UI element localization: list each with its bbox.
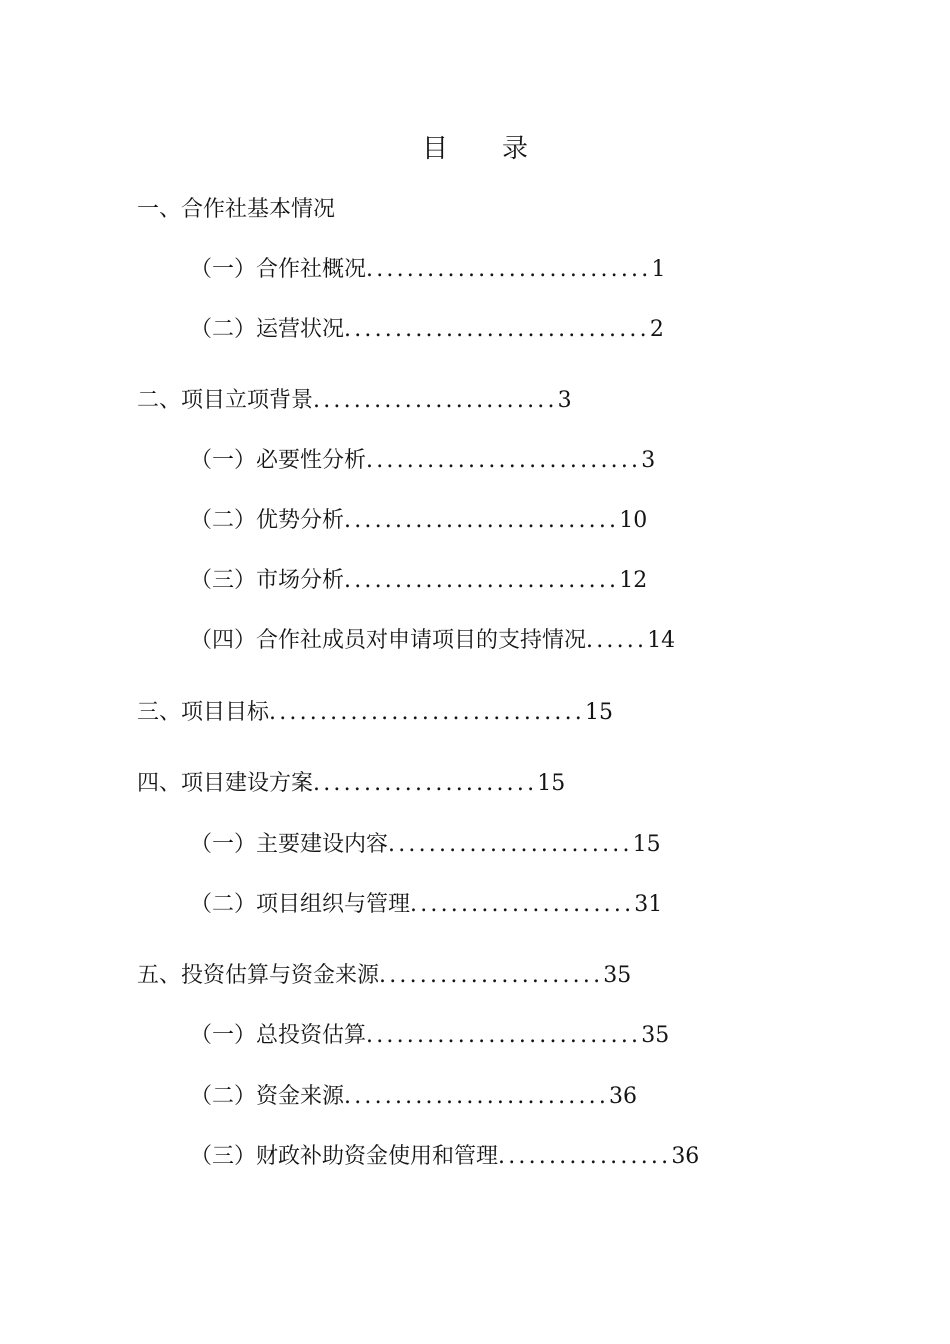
- toc-page-number: 14: [647, 628, 676, 653]
- toc-entry-text: 一、合作社基本情况: [137, 197, 336, 222]
- toc-entry-1-1[interactable]: [190, 255, 665, 285]
- toc-leader-dots: ......................: [379, 963, 604, 988]
- toc-leader-dots: ............................: [366, 257, 652, 282]
- toc-entry-text: （一）总投资估算: [190, 1023, 367, 1048]
- toc-page-number: 36: [671, 1144, 700, 1169]
- toc-entry-5-1[interactable]: [190, 1021, 669, 1051]
- toc-entry-text: 五、投资估算与资金来源: [137, 963, 380, 988]
- toc-leader-dots: .................: [498, 1144, 672, 1169]
- toc-leader-dots: ...........................: [366, 1023, 642, 1048]
- toc-title: [0, 132, 950, 166]
- toc-entry-text: （二）优势分析: [190, 508, 345, 533]
- toc-entry-2-4[interactable]: [190, 626, 675, 656]
- toc-page-number: 10: [619, 508, 648, 533]
- toc-leader-dots: ......................: [313, 771, 538, 796]
- toc-entry-1[interactable]: [137, 195, 335, 225]
- toc-entry-text: （三）财政补助资金使用和管理: [190, 1144, 499, 1169]
- toc-entry-2[interactable]: [137, 386, 572, 416]
- toc-page-number: 35: [641, 1023, 670, 1048]
- toc-entry-1-2[interactable]: [190, 315, 664, 345]
- toc-entry-text: （一）必要性分析: [190, 448, 367, 473]
- toc-leader-dots: ..........................: [344, 1084, 610, 1109]
- toc-leader-dots: ...............................: [269, 700, 586, 725]
- toc-leader-dots: ......................: [410, 892, 635, 917]
- toc-entry-2-3[interactable]: [190, 566, 647, 596]
- toc-leader-dots: ...........................: [366, 448, 642, 473]
- toc-leader-dots: ..............................: [344, 317, 650, 342]
- toc-page-number: 35: [603, 963, 632, 988]
- toc-page-number: 2: [649, 317, 664, 342]
- toc-entry-4[interactable]: [137, 769, 565, 799]
- toc-entry-5-2[interactable]: [190, 1082, 637, 1112]
- toc-entry-text: 二、项目立项背景: [137, 388, 314, 413]
- toc-leader-dots: ........................: [388, 832, 633, 857]
- toc-entry-3[interactable]: [137, 698, 613, 728]
- toc-page-number: 12: [619, 568, 648, 593]
- toc-entry-5[interactable]: [137, 961, 631, 991]
- toc-entry-text: （三）市场分析: [190, 568, 345, 593]
- toc-leader-dots: ...........................: [344, 568, 620, 593]
- toc-page-number: 36: [609, 1084, 638, 1109]
- toc-entry-2-2[interactable]: [190, 506, 647, 536]
- toc-leader-dots: ...........................: [344, 508, 620, 533]
- toc-page-number: 3: [557, 388, 572, 413]
- toc-page-number: 1: [651, 257, 666, 282]
- toc-page-number: 15: [632, 832, 661, 857]
- toc-page-number: 15: [585, 700, 614, 725]
- toc-entry-text: 四、项目建设方案: [137, 771, 314, 796]
- toc-entry-4-2[interactable]: [190, 890, 662, 920]
- toc-page-number: 31: [634, 892, 663, 917]
- toc-entry-4-1[interactable]: [190, 830, 661, 860]
- toc-entry-5-3[interactable]: [190, 1142, 699, 1172]
- toc-entry-text: 三、项目目标: [137, 700, 270, 725]
- toc-page-number: 15: [537, 771, 566, 796]
- toc-leader-dots: ........................: [313, 388, 558, 413]
- toc-title-char-2: 录: [502, 134, 529, 164]
- toc-entry-text: （二）运营状况: [190, 317, 345, 342]
- toc-entry-text: （一）合作社概况: [190, 257, 367, 282]
- toc-entry-text: （二）项目组织与管理: [190, 892, 411, 917]
- toc-entry-2-1[interactable]: [190, 446, 655, 476]
- toc-page-number: 3: [641, 448, 656, 473]
- toc-entry-text: （一）主要建设内容: [190, 832, 389, 857]
- toc-title-char-1: 目: [421, 134, 448, 164]
- toc-leader-dots: ......: [586, 628, 648, 653]
- toc-entry-text: （二）资金来源: [190, 1084, 345, 1109]
- toc-entry-text: （四）合作社成员对申请项目的支持情况: [190, 628, 587, 653]
